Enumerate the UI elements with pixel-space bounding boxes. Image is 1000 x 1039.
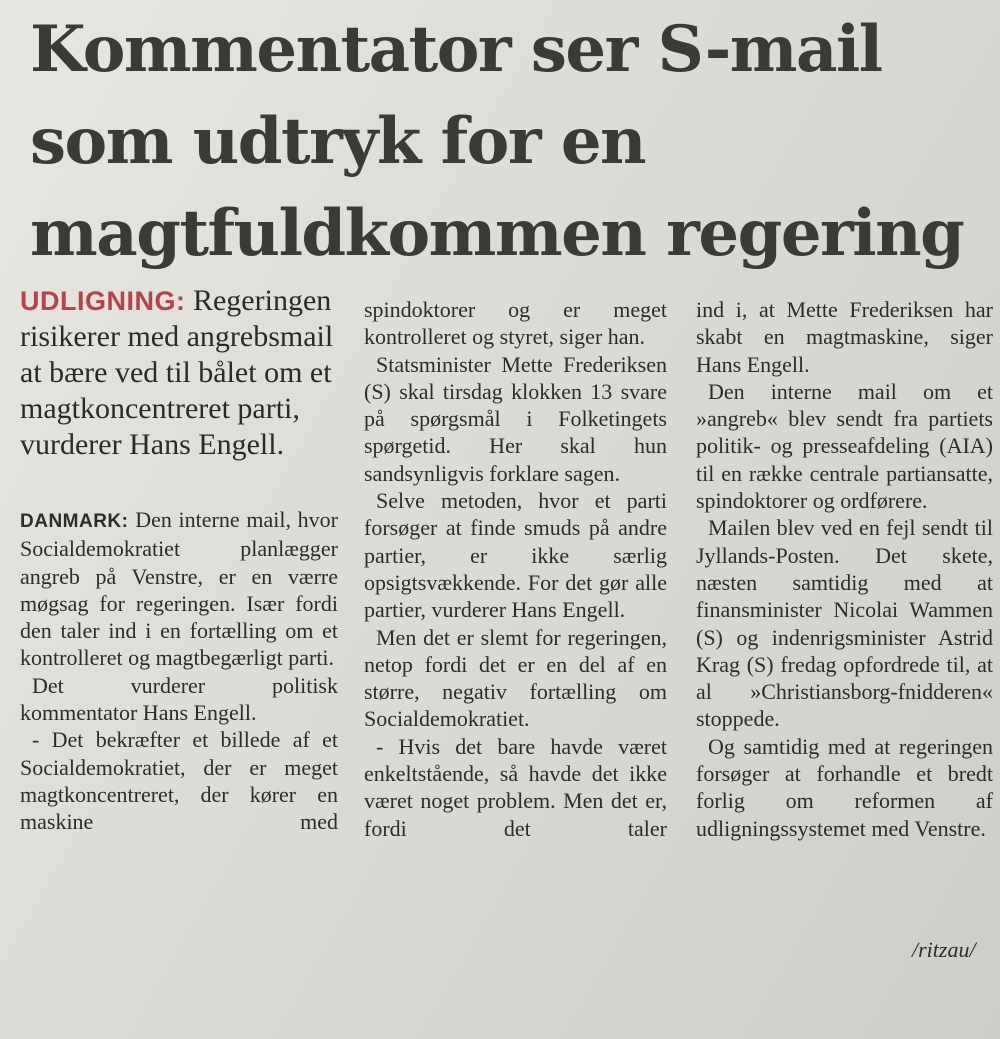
byline: /ritzau/ (912, 937, 976, 962)
body-paragraph-8: Den interne mail om et »angreb« blev sendt fra partiets politik- og presseafdeling (AIA) til en række centrale partiansatte, spindoktorer og ordførere. (696, 378, 993, 514)
body-text-col3 (696, 296, 993, 842)
body-text-col1 (20, 506, 338, 836)
body-paragraph-3-cont: spindoktorer og er meget kontrolleret og styret, siger han. (364, 297, 667, 350)
column-1 (20, 283, 338, 836)
body-paragraph-10: Og samtidig med at regeringen forsøger at forhandle et bredt forlig om reformen af udligningssystemet med Venstre. (696, 733, 993, 841)
paragraph-1-text: Den interne mail, hvor Socialdemokratiet planlægger angreb på Venstre, er en værre møgsag for regeringen. Især fordi den taler ind i en fortælling om et kontrolleret og magtbegærligt parti. (20, 507, 338, 671)
body-paragraph-3-start: - Det bekræfter et billede af et Socialdemokratiet, der er meget magtkoncentreret, der kører en maskine med (20, 727, 338, 835)
body-paragraph-5: Selve metoden, hvor et parti forsøger at finde smuds på andre partier, er ikke særlig opsigtsvækkende. For det gør alle partier, vurderer Hans Engell. (364, 488, 667, 623)
lead-paragraph (20, 283, 338, 463)
column-3 (696, 296, 993, 842)
headline (30, 4, 990, 280)
body-text-col2 (364, 296, 667, 842)
lead-label: UDLIGNING: (20, 286, 186, 316)
body-paragraph-9: Mailen blev ved en fejl sendt til Jyllands-Posten. Det skete, næsten samtidig med at finansminister Nicolai Wammen (S) og indenrigsminister Astrid Krag (S) fredag opfordrede til, at al »Christiansborg-fnidderen« stoppede. (696, 515, 993, 732)
lead-text: Regeringen risikerer med angrebsmail at bære ved til bålet om et magtkoncentreret parti, vurderer Hans Engell. (20, 284, 334, 461)
body-paragraph-7-start: - Hvis det bare havde været enkeltstående, så havde det ikke været noget problem. Men det er, fordi det taler (364, 733, 667, 841)
dateline: DANMARK: (20, 511, 129, 532)
headline-line-2: som udtryk for en (30, 104, 646, 179)
headline-line-3: magtfuldkommen regering (30, 196, 964, 271)
column-2 (364, 296, 667, 842)
body-paragraph-6: Men det er slemt for regeringen, netop fordi det er en del af en større, negativ fortælling om Socialdemokratiet. (364, 624, 667, 732)
body-paragraph-4: Statsminister Mette Frederiksen (S) skal tirsdag klokken 13 svare på spørgsmål i Folketingets spørgetid. Her skal hun sandsynligvis forklare sagen. (364, 351, 667, 486)
headline-line-1: Kommentator ser S-mail (30, 12, 882, 87)
body-paragraph-2: Det vurderer politisk kommentator Hans Engell. (20, 672, 338, 726)
body-paragraph-1 (20, 506, 338, 672)
body-paragraph-7-cont: ind i, at Mette Frederiksen har skabt en magtmaskine, siger Hans Engell. (696, 297, 993, 377)
